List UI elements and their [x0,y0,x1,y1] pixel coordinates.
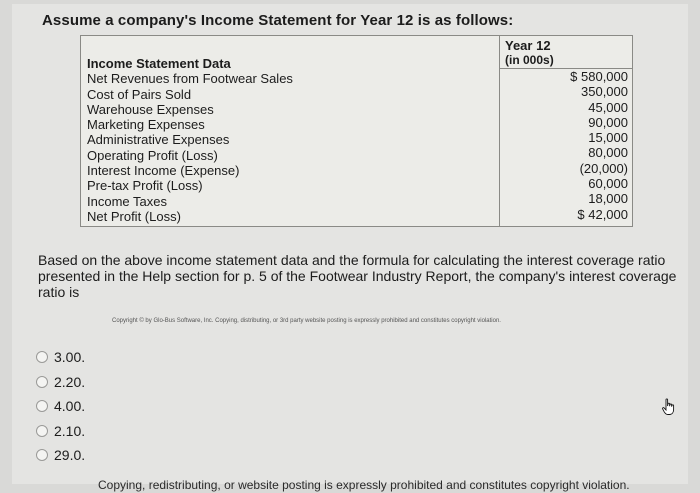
row-values [508,69,628,222]
answer-options [36,345,85,468]
row-value: 350,000 [581,84,628,100]
row-value: 80,000 [588,145,628,161]
row-labels [87,56,487,224]
row-value: 90,000 [588,114,628,130]
radio-button[interactable] [36,376,48,388]
row-value: $ 42,000 [577,206,628,222]
answer-option[interactable] [36,345,85,370]
row-label: Pre-tax Profit (Loss) [87,178,203,194]
row-label: Warehouse Expenses [87,101,214,117]
option-label: 4.00. [54,398,86,415]
option-label: 29.0. [54,447,86,464]
row-label: Net Profit (Loss) [87,208,181,224]
row-value: 18,000 [588,191,628,207]
option-label: 2.10. [54,422,86,439]
row-label: Cost of Pairs Sold [87,86,192,102]
radio-button[interactable] [36,449,48,461]
row-value: $ 580,000 [570,69,628,84]
answer-option[interactable] [36,394,85,419]
hand-pointer-icon [661,398,677,416]
row-value: 45,000 [588,99,628,115]
question-title: Assume a company's Income Statement for Year 12 is as follows: [42,12,514,29]
copyright-notice: Copyright © by Glo-Bus Software, Inc. Copying, distributing, or 3rd party website posting is expressly prohibited and constitutes copyright violation. [112,318,501,324]
radio-button[interactable] [36,351,48,363]
answer-option[interactable] [36,370,85,395]
row-value: 15,000 [588,130,628,146]
option-label: 3.00. [54,349,86,366]
option-label: 2.20. [54,373,86,390]
year-header-cell [499,36,632,69]
table-header-label: Income Statement Data [87,56,231,71]
radio-button[interactable] [36,400,48,412]
row-label: Administrative Expenses [87,132,230,148]
units-header: (in 000s) [505,53,554,67]
radio-button[interactable] [36,425,48,437]
answer-option[interactable] [36,443,85,468]
answer-option[interactable] [36,419,85,444]
row-label: Marketing Expenses [87,117,205,133]
year-header: Year 12 [505,38,551,53]
row-label: Net Revenues from Footwear Sales [87,71,293,87]
row-label: Operating Profit (Loss) [87,147,218,163]
row-label: Income Taxes [87,193,167,209]
row-value: (20,000) [579,160,628,176]
question-prompt: Based on the above income statement data and the formula for calculating the interest coverage ratio presented in the Help section for p. 5 of the Footwear Industry Report, the company's interest coverage ratio is [38,252,677,300]
footer-copyright: Copying, redistributing, or website posting is expressly prohibited and constitutes copyright violation. [98,478,630,492]
row-value: 60,000 [588,176,628,192]
row-label: Interest Income (Expense) [87,163,240,179]
income-statement-table [80,35,633,227]
